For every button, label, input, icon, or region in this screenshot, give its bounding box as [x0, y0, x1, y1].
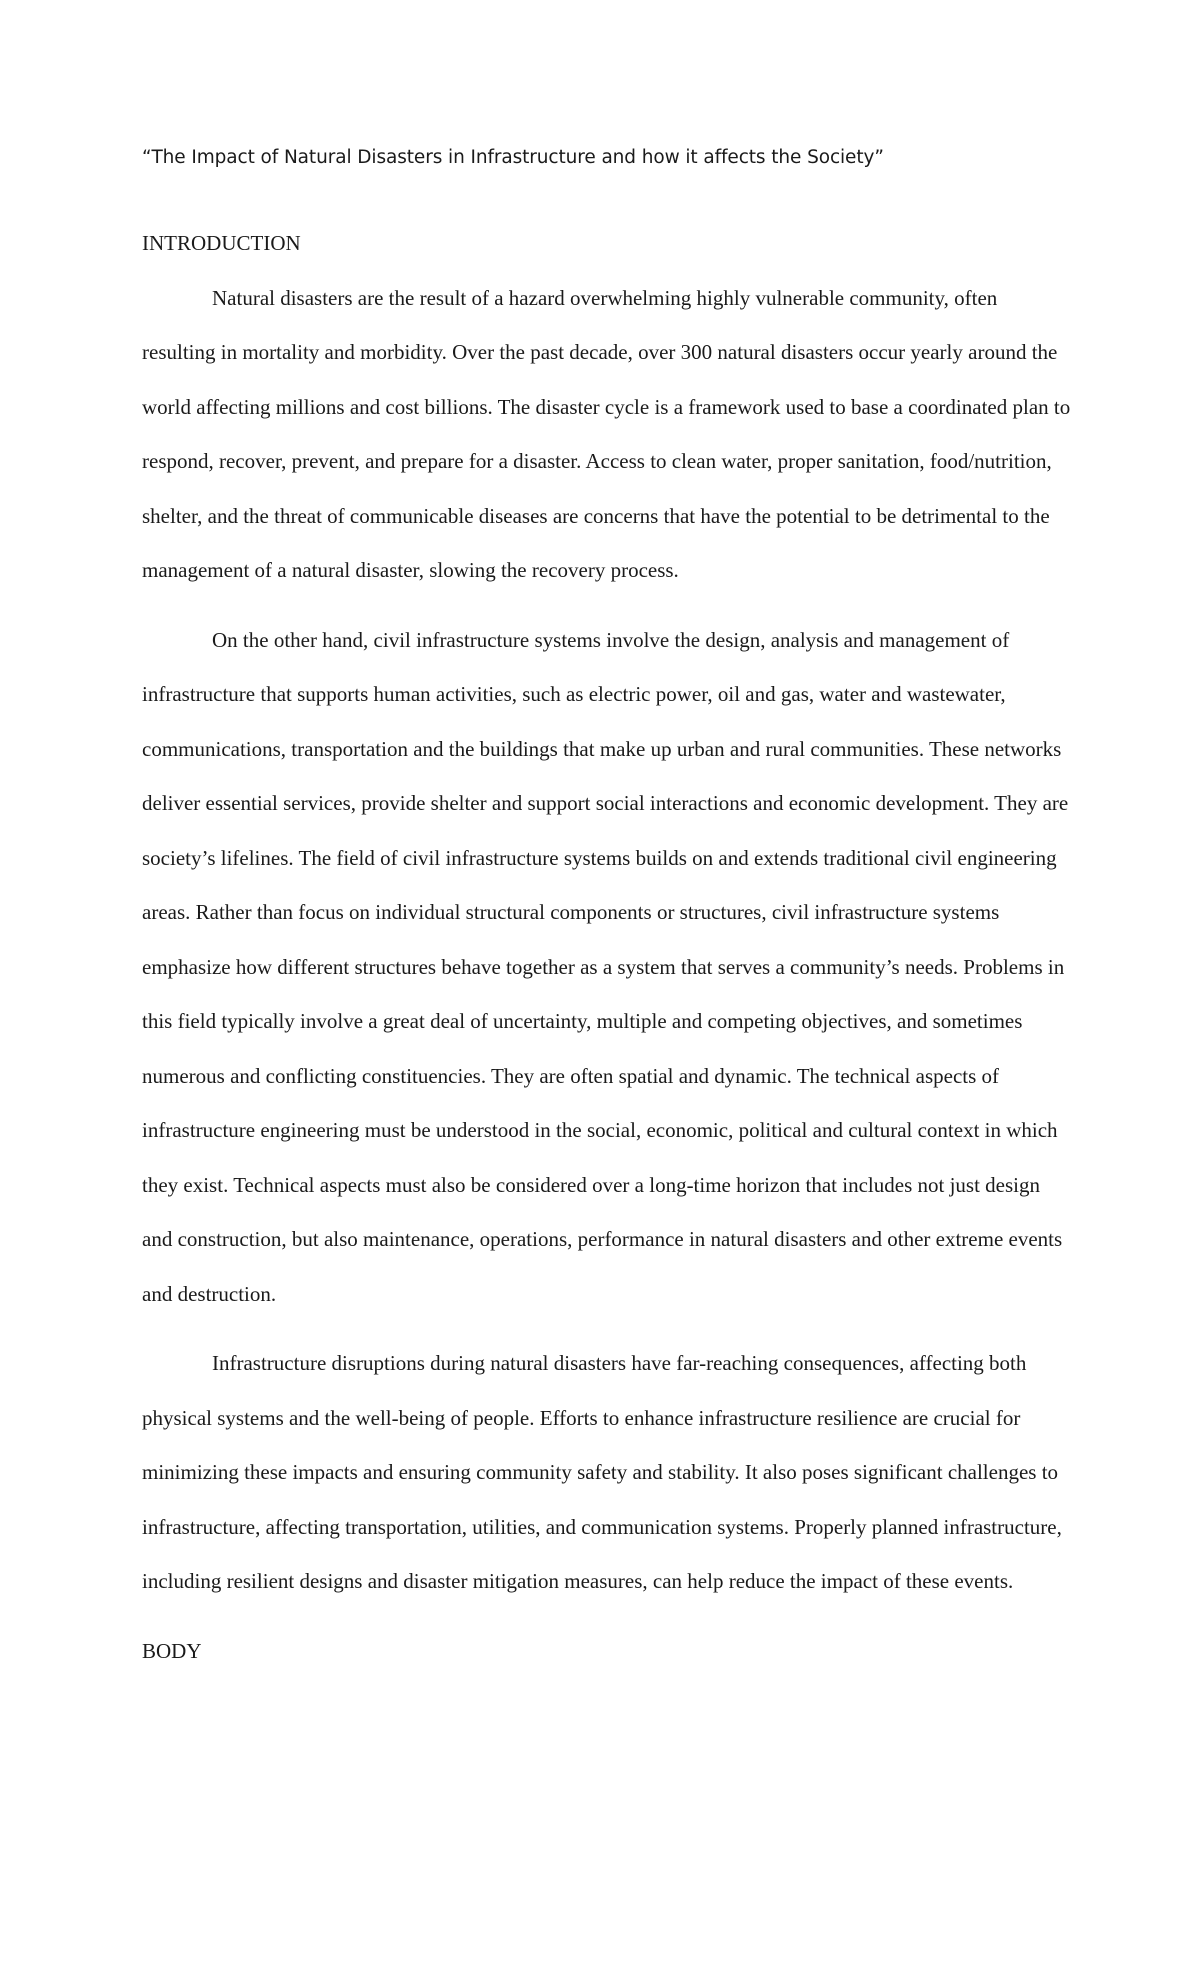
paragraph-natural-disasters: Natural disasters are the result of a hazard overwhelming highly vulnerable community, often resulting in mortality and morbidity. Over the past decade, over 300 natural disasters occur yearly around the world affecting millions and cost billions. The disaster cycle is a framework used to base a coordinated plan to respond, recover, prevent, and prepare for a disaster. Access to clean water, proper sanitation, food/nutrition, shelter, and the threat of communicable diseases are concerns that have the potential to be detrimental to the management of a natural disaster, slowing the recovery process.	[142, 285, 1071, 582]
paragraph-infrastructure-disruptions: Infrastructure disruptions during natural disasters have far-reaching consequences, affecting both physical systems and the well-being of people. Efforts to enhance infrastructure resilience are crucial for minimizing these impacts and ensuring community safety and stability. It also poses significant challenges to infrastructure, affecting transportation, utilities, and communication systems. Properly planned infrastructure, including resilient designs and disaster mitigation measures, can help reduce the impact of these events.	[142, 1351, 1062, 1593]
document-title: “The Impact of Natural Disasters in Infrastructure and how it affects the Society”	[142, 147, 884, 168]
paragraph-civil-infrastructure: On the other hand, civil infrastructure systems involve the design, analysis and management of infrastructure that supports human activities, such as electric power, oil and gas, water and wastewater, communications, transportation and the buildings that make up urban and rural communities. These networks deliver essential services, provide shelter and support social interactions and economic development. They are society’s lifelines. The field of civil infrastructure systems builds on and extends traditional civil engineering areas. Rather than focus on individual structural components or structures, civil infrastructure systems emphasize how different structures behave together as a system that serves a community’s needs. Problems in this field typically involve a great deal of uncertainty, multiple and competing objectives, and sometimes numerous and conflicting constituencies. They are often spatial and dynamic. The technical aspects of infrastructure engineering must be understood in the social, economic, political and cultural context in which they exist. Technical aspects must also be considered over a long-time horizon that includes not just design and construction, but also maintenance, operations, performance in natural disasters and other extreme events and destruction.	[142, 627, 1069, 1306]
document-body	[142, 232, 1072, 1678]
introduction-heading: INTRODUCTION	[142, 231, 301, 255]
body-heading: BODY	[142, 1638, 202, 1663]
